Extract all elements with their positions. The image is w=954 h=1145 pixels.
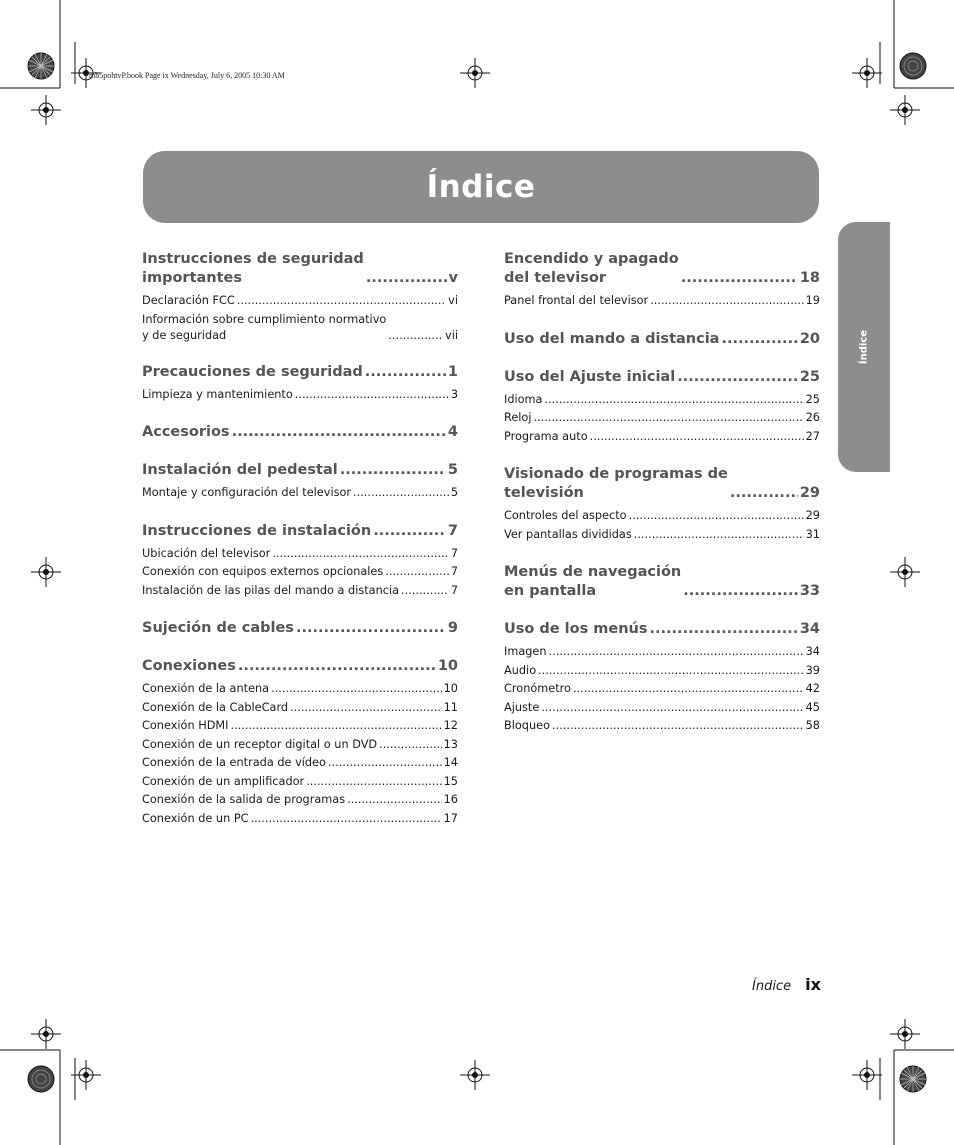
title-banner <box>143 151 819 223</box>
toc-entry-page: 42 <box>805 682 820 695</box>
dot-leader <box>271 680 442 699</box>
toc-entry-page: 31 <box>805 527 820 541</box>
registration-mark-bottom-center <box>460 1060 490 1090</box>
toc-section <box>504 465 820 544</box>
toc-entry[interactable] <box>142 699 458 718</box>
toc-heading-title: Instrucciones de seguridad importantes <box>142 251 364 286</box>
toc-heading-title: Menús de navegación en pantalla <box>504 564 682 599</box>
toc-entry[interactable] <box>142 582 458 601</box>
color-target-bottom-right <box>899 1065 927 1093</box>
dot-leader <box>730 484 798 503</box>
toc-heading-page: 5 <box>447 462 458 478</box>
toc-entry-title: Conexión de un amplificador <box>142 774 305 788</box>
toc-entry[interactable] <box>142 292 458 311</box>
toc-heading[interactable] <box>504 368 820 387</box>
toc-entry[interactable] <box>142 810 458 829</box>
footer-label: Índice <box>752 979 792 994</box>
dot-leader <box>230 717 441 736</box>
toc-entry-page: 11 <box>443 700 458 714</box>
toc-heading-title: Uso del Ajuste inicial <box>504 368 676 385</box>
toc-entry-title: Conexión de un PC <box>142 811 249 825</box>
toc-entry-title: Cronómetro <box>504 682 571 695</box>
toc-heading[interactable] <box>142 461 458 480</box>
registration-mark-top-right <box>852 58 882 88</box>
dot-leader <box>721 330 797 349</box>
toc-heading[interactable] <box>142 423 458 442</box>
dot-leader <box>290 699 442 718</box>
dot-leader <box>347 791 442 810</box>
registration-mark-lower-left <box>31 1019 61 1049</box>
page-footer <box>752 975 821 994</box>
toc-left-column <box>142 250 458 847</box>
toc-section <box>142 619 458 638</box>
dot-leader <box>629 507 804 526</box>
dot-leader <box>365 363 446 382</box>
page-number: ix <box>805 975 821 994</box>
toc-entry[interactable] <box>142 386 458 405</box>
toc-heading-title: Sujeción de cables <box>142 620 294 636</box>
registration-mark-lower-right <box>890 1019 920 1049</box>
dot-leader <box>272 545 449 564</box>
toc-section <box>504 620 820 736</box>
toc-entry[interactable] <box>142 736 458 755</box>
toc-entry[interactable] <box>142 717 458 736</box>
toc-heading-title: Instrucciones de instalación <box>142 522 372 539</box>
toc-section <box>142 522 458 601</box>
dot-leader <box>573 680 804 699</box>
toc-entry-page: 34 <box>805 645 820 658</box>
toc-heading-title: Uso de los menús <box>504 621 648 637</box>
toc-heading-title: Encendido y apagado del televisor <box>504 251 679 286</box>
toc-entry-title: Conexión HDMI <box>142 719 229 732</box>
toc-entry[interactable] <box>504 507 820 526</box>
toc-entry-title: Ajuste <box>504 700 540 714</box>
toc-heading[interactable] <box>504 465 820 503</box>
dot-leader <box>328 754 442 773</box>
toc-heading[interactable] <box>142 657 458 676</box>
dot-leader <box>353 484 449 503</box>
toc-entry-page: 39 <box>805 663 820 677</box>
toc-entry-title: Bloqueo <box>504 719 550 732</box>
dot-leader <box>251 810 442 829</box>
toc-entry[interactable] <box>142 791 458 810</box>
toc-entry-page: 12 <box>443 719 458 732</box>
toc-section <box>142 461 458 503</box>
color-target-bottom-left <box>27 1065 55 1093</box>
toc-heading-title: Visionado de programas de televisión <box>504 466 728 501</box>
toc-heading-page: 18 <box>799 270 820 286</box>
color-target-top-left <box>27 52 55 80</box>
color-target-top-right <box>899 52 927 80</box>
toc-heading[interactable] <box>142 619 458 638</box>
dot-leader <box>634 526 804 545</box>
toc-entry-page: 3 <box>450 387 458 401</box>
toc-entry-title: Instalación de las pilas del mando a distancia <box>142 583 400 597</box>
toc-entry-title: Conexión de la salida de programas <box>142 793 346 806</box>
toc-entry-title: Programa auto <box>504 429 588 443</box>
dot-leader <box>385 563 449 582</box>
dot-leader <box>541 699 803 718</box>
toc-entry[interactable] <box>504 699 820 718</box>
toc-heading-page: 9 <box>447 620 458 636</box>
dot-leader <box>373 522 446 541</box>
toc-entry-page: 10 <box>443 682 458 695</box>
toc-entry[interactable] <box>504 292 820 311</box>
toc-entry-page: 13 <box>443 737 458 751</box>
toc-heading-page: 20 <box>799 330 820 347</box>
dot-leader <box>340 461 446 480</box>
dot-leader <box>549 643 804 662</box>
toc-section <box>142 250 458 344</box>
dot-leader <box>295 386 449 405</box>
toc-heading-title: Instalación del pedestal <box>142 462 338 478</box>
toc-heading[interactable] <box>504 563 820 601</box>
toc-heading-page: 1 <box>447 363 458 380</box>
toc-entry[interactable] <box>142 545 458 564</box>
toc-entry-page: 7 <box>450 583 458 597</box>
toc-entry-title: Ver pantallas divididas <box>504 527 632 541</box>
toc-heading[interactable] <box>504 330 820 349</box>
toc-heading-page: 33 <box>799 583 820 599</box>
toc-entry[interactable] <box>142 563 458 582</box>
toc-entry[interactable] <box>504 643 820 662</box>
registration-mark-upper-left <box>31 95 61 125</box>
toc-heading-page: 4 <box>447 424 458 440</box>
registration-mark-bottom-left <box>71 1060 101 1090</box>
toc-heading-page: v <box>448 270 458 286</box>
registration-mark-top-center <box>460 58 490 88</box>
print-header: mb5pohtvP.book Page ix Wednesday, July 6, 2005 10:30 AM <box>89 71 285 80</box>
toc-entry-title: Declaración FCC <box>142 294 235 307</box>
toc-entry-page: 7 <box>450 546 458 560</box>
dot-leader <box>650 292 803 311</box>
toc-entry-title: Conexión de la entrada de vídeo <box>142 756 326 769</box>
dot-leader <box>590 428 804 447</box>
registration-mark-bottom-right <box>852 1060 882 1090</box>
toc-entry[interactable] <box>142 754 458 773</box>
toc-heading-page: 34 <box>799 621 820 637</box>
dot-leader <box>379 736 442 755</box>
dot-leader <box>232 423 446 442</box>
dot-leader <box>306 773 441 792</box>
page-title: Índice <box>426 169 536 205</box>
toc-heading-title: Uso del mando a distancia <box>504 330 720 347</box>
toc-entry-page: vii <box>445 328 458 342</box>
dot-leader <box>238 657 436 676</box>
toc-entry-title: Conexión de la antena <box>142 682 270 695</box>
toc-heading-page: 25 <box>799 368 820 385</box>
toc-entry[interactable] <box>504 662 820 681</box>
toc-entry[interactable] <box>504 391 820 410</box>
registration-mark-mid-right <box>890 557 920 587</box>
toc-entry[interactable] <box>142 484 458 503</box>
dot-leader <box>296 619 446 638</box>
toc-entry-page: 15 <box>443 774 458 788</box>
dot-leader <box>538 662 804 681</box>
toc-entry-title: Audio <box>504 663 537 677</box>
side-tab-label: Índice <box>858 329 870 365</box>
toc-heading-title: Conexiones <box>142 658 236 674</box>
toc-entry[interactable] <box>504 680 820 699</box>
toc-entry-title: Conexión de un receptor digital o un DVD <box>142 737 378 751</box>
toc-heading[interactable] <box>504 620 820 639</box>
toc-heading[interactable] <box>504 250 820 288</box>
toc-entry-page: 16 <box>443 793 458 806</box>
toc-right-column <box>504 250 820 755</box>
toc-entry-title: Imagen <box>504 645 547 658</box>
toc-heading-title: Accesorios <box>142 424 230 440</box>
toc-entry-title: Información sobre cumplimiento normativo y de seguridad <box>142 312 387 342</box>
dot-leader <box>552 717 804 736</box>
dot-leader <box>366 269 447 288</box>
toc-entry-page: 26 <box>805 411 820 424</box>
toc-entry-page: 45 <box>805 700 820 714</box>
toc-heading-page: 10 <box>437 658 458 674</box>
toc-section <box>504 368 820 447</box>
toc-entry-page: 25 <box>805 392 820 406</box>
toc-entry-page: 17 <box>443 811 458 825</box>
registration-mark-mid-left <box>31 557 61 587</box>
toc-entry-page: vi <box>448 294 458 307</box>
toc-heading[interactable] <box>142 250 458 288</box>
toc-entry-title: Idioma <box>504 392 543 406</box>
toc-entry-title: Panel frontal del televisor <box>504 294 649 307</box>
toc-entry-page: 19 <box>805 294 820 307</box>
dot-leader <box>650 620 798 639</box>
toc-entry[interactable] <box>142 312 458 344</box>
toc-heading[interactable] <box>142 522 458 541</box>
toc-entry-title: Conexión con equipos externos opcionales <box>142 565 384 578</box>
registration-mark-upper-right <box>890 95 920 125</box>
toc-entry-title: Controles del aspecto <box>504 509 627 522</box>
dot-leader <box>683 582 798 601</box>
dot-leader <box>237 292 446 311</box>
toc-entry-page: 58 <box>805 719 820 732</box>
dot-leader <box>401 582 449 601</box>
toc-entry-title: Ubicación del televisor <box>142 546 271 560</box>
toc-entry[interactable] <box>142 680 458 699</box>
dot-leader <box>544 391 803 410</box>
toc-entry-page: 14 <box>443 756 458 769</box>
toc-heading-page: 29 <box>799 485 820 501</box>
toc-section <box>504 330 820 349</box>
dot-leader <box>681 269 798 288</box>
toc-section <box>142 423 458 442</box>
toc-entry-page: 7 <box>450 565 458 578</box>
toc-entry-title: Reloj <box>504 411 532 424</box>
side-tab <box>838 222 890 472</box>
toc-entry[interactable] <box>504 428 820 447</box>
toc-entry[interactable] <box>142 773 458 792</box>
dot-leader <box>388 328 443 344</box>
toc-entry-title: Montaje y configuración del televisor <box>142 486 352 499</box>
toc-heading[interactable] <box>142 363 458 382</box>
dot-leader <box>533 409 803 428</box>
toc-entry-title: Limpieza y mantenimiento <box>142 387 293 401</box>
toc-entry-page: 5 <box>450 486 458 499</box>
toc-entry[interactable] <box>504 717 820 736</box>
dot-leader <box>677 368 798 387</box>
toc-heading-page: 7 <box>447 522 458 539</box>
toc-entry[interactable] <box>504 526 820 545</box>
toc-entry[interactable] <box>504 409 820 428</box>
toc-section <box>504 250 820 311</box>
toc-entry-page: 29 <box>805 509 820 522</box>
toc-entry-title: Conexión de la CableCard <box>142 700 289 714</box>
toc-entry-page: 27 <box>805 429 820 443</box>
toc-section <box>504 563 820 601</box>
toc-heading-title: Precauciones de seguridad <box>142 363 363 380</box>
toc-section <box>142 657 458 828</box>
toc-section <box>142 363 458 405</box>
